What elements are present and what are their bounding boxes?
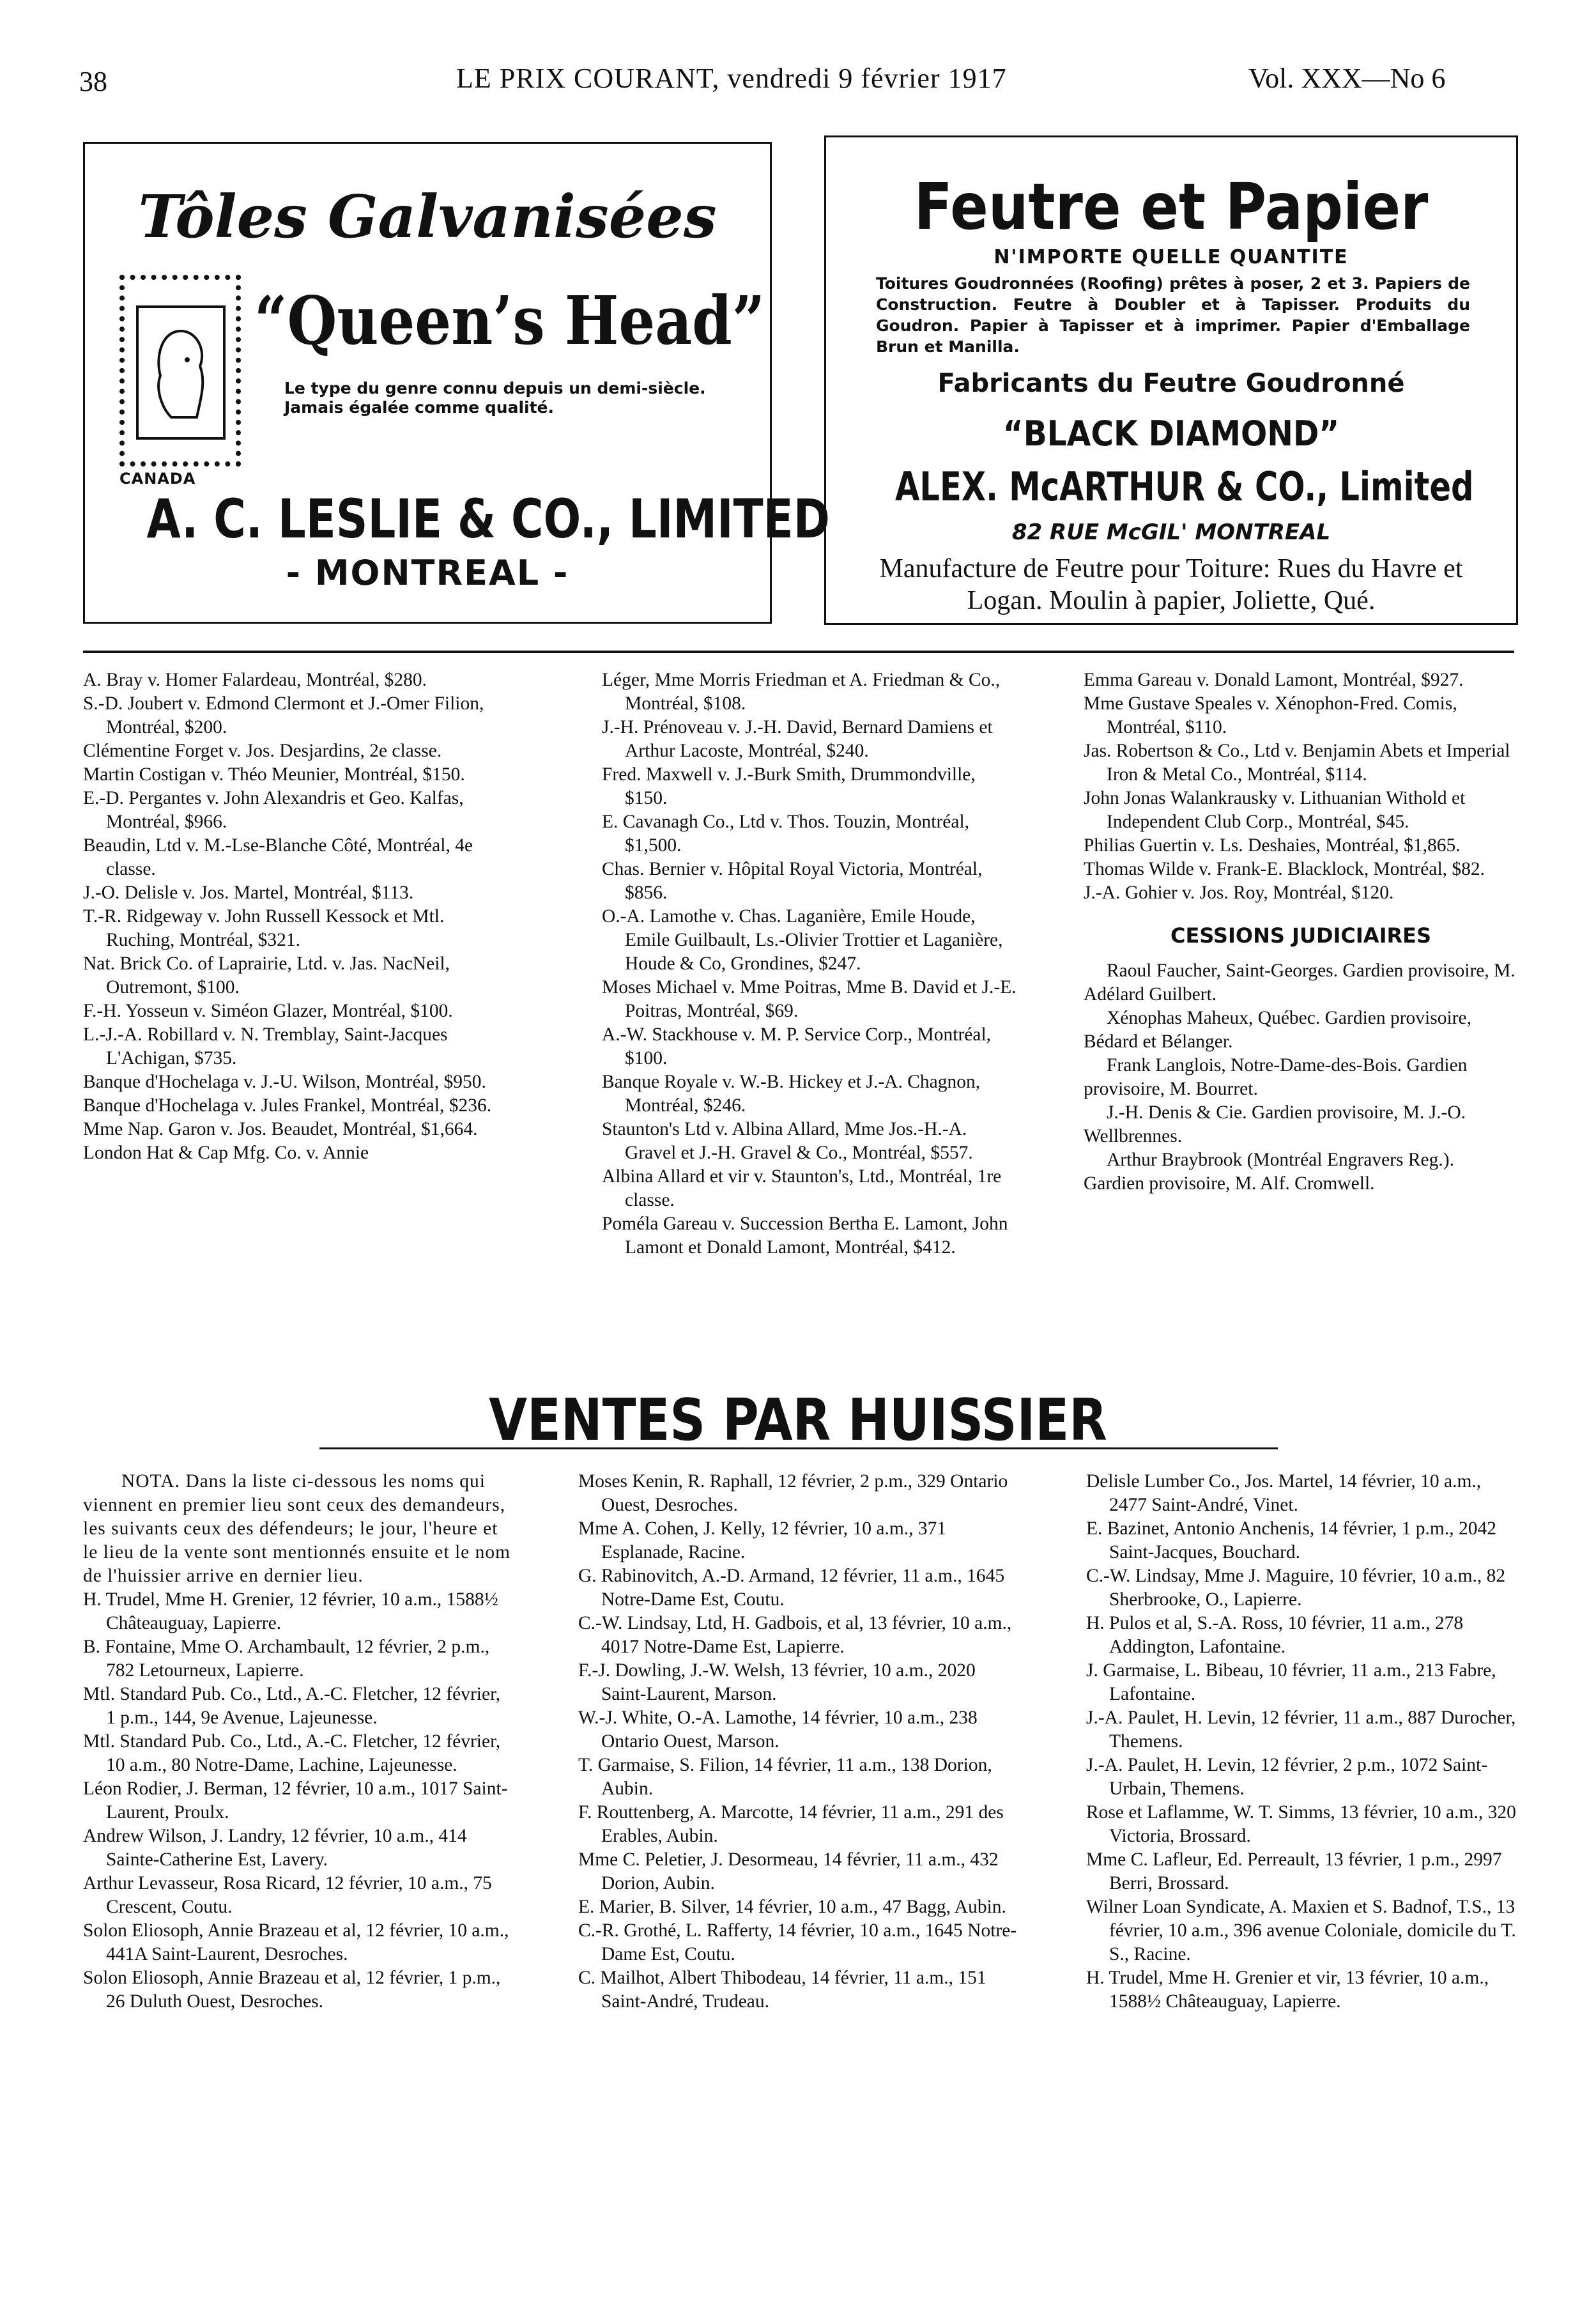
brand-name: “Queen’s Head” bbox=[254, 281, 765, 360]
list-item: Thomas Wilde v. Frank-E. Blacklock, Montréal, $82. bbox=[1084, 859, 1485, 879]
advert-product: “BLACK DIAMOND” bbox=[1002, 413, 1340, 454]
section-heading: CESSIONS JUDICIAIRES bbox=[1170, 923, 1432, 948]
list-item: C. Mailhot, Albert Thibodeau, 14 février, 11 a.m., 151 Saint-André, Trudeau. bbox=[578, 1968, 986, 2012]
list-item: Léon Rodier, J. Berman, 12 février, 10 a.m., 1017 Saint-Laurent, Proulx. bbox=[83, 1778, 508, 1823]
nota-paragraph: NOTA. Dans la liste ci-dessous les noms qui viennent en premier lieu sont ceux des demandeurs, les suivants ceux des défendeurs; le jour, l'heure et le lieu de la vente sont mentionnés ensuite et le nom de l'huissier arrive en dernier lieu. bbox=[83, 1471, 511, 1586]
volume-number: Vol. XXX—No 6 bbox=[1248, 63, 1446, 94]
list-item: Banque d'Hochelaga v. Jules Frankel, Montréal, $236. bbox=[83, 1095, 492, 1116]
list-item: Mme A. Cohen, J. Kelly, 12 février, 10 a.m., 371 Esplanade, Racine. bbox=[578, 1518, 947, 1562]
list-item: C.-R. Grothé, L. Rafferty, 14 février, 10 a.m., 1645 Notre-Dame Est, Coutu. bbox=[578, 1920, 1017, 1964]
list-item: J.-H. Prénoveau v. J.-H. David, Bernard Damiens et Arthur Lacoste, Montréal, $240. bbox=[602, 717, 993, 761]
list-item: Arthur Levasseur, Rosa Ricard, 12 février, 10 a.m., 75 Crescent, Coutu. bbox=[83, 1873, 492, 1917]
list-item: Solon Eliosoph, Annie Brazeau et al, 12 février, 1 p.m., 26 Duluth Ouest, Desroches. bbox=[83, 1968, 501, 2012]
advert-fabricants: Fabricants du Feutre Goudronné bbox=[937, 369, 1405, 398]
list-item: Banque d'Hochelaga v. J.-U. Wilson, Montréal, $950. bbox=[83, 1072, 486, 1092]
list-item: Rose et Laflamme, W. T. Simms, 13 février, 10 a.m., 320 Victoria, Brossard. bbox=[1086, 1802, 1516, 1846]
list-item: Clémentine Forget v. Jos. Desjardins, 2e classe. bbox=[83, 741, 442, 761]
list-item: Nat. Brick Co. of Laprairie, Ltd. v. Jas. NacNeil, Outremont, $100. bbox=[83, 953, 450, 998]
list-item: F.-H. Yosseun v. Siméon Glazer, Montréal, $100. bbox=[83, 1001, 453, 1021]
list-item: Moses Michael v. Mme Poitras, Mme B. David et J.-E. Poitras, Montréal, $69. bbox=[602, 977, 1017, 1021]
list-item: Banque Royale v. W.-B. Hickey et J.-A. Chagnon, Montréal, $246. bbox=[602, 1072, 981, 1116]
list-item: B. Fontaine, Mme O. Archambault, 12 février, 2 p.m., 782 Letourneux, Lapierre. bbox=[83, 1637, 490, 1681]
list-item: J.-H. Denis & Cie. Gardien provisoire, M. J.-O. Wellbrennes. bbox=[1084, 1102, 1466, 1146]
list-item: A.-W. Stackhouse v. M. P. Service Corp., Montréal, $100. bbox=[602, 1024, 992, 1068]
list-item: T. Garmaise, S. Filion, 14 février, 11 a.m., 138 Dorion, Aubin. bbox=[578, 1755, 992, 1799]
list-item: Jas. Robertson & Co., Ltd v. Benjamin Abets et Imperial Iron & Metal Co., Montréal, $114. bbox=[1084, 741, 1510, 785]
list-item: Mtl. Standard Pub. Co., Ltd., A.-C. Fletcher, 12 février, 10 a.m., 80 Notre-Dame, Lachine, Lajeunesse. bbox=[83, 1731, 501, 1775]
ventes-column-3 bbox=[1086, 1470, 1517, 2014]
list-item: Frank Langlois, Notre-Dame-des-Bois. Gardien provisoire, M. Bourret. bbox=[1084, 1055, 1468, 1099]
advert-body: Toitures Goudronnées (Roofing) prêtes à poser, 2 et 3. Papiers de Construction. Feutre à Doubler et à Tapisser. Produits du Goudron. Papier à Tapisser et à imprimer. Papier d'Emballage Brun et Manilla. bbox=[876, 274, 1470, 356]
list-item: Martin Costigan v. Théo Meunier, Montréal, $150. bbox=[83, 764, 465, 785]
list-item: F. Routtenberg, A. Marcotte, 14 février, 11 a.m., 291 des Erables, Aubin. bbox=[578, 1802, 1004, 1846]
list-item: J.-A. Paulet, H. Levin, 12 février, 11 a.m., 887 Durocher, Themens. bbox=[1086, 1708, 1516, 1752]
advert-title: Tôles Galvanisées bbox=[138, 182, 717, 251]
list-item: J.-A. Paulet, H. Levin, 12 février, 2 p.m., 1072 Saint-Urbain, Themens. bbox=[1086, 1755, 1488, 1799]
list-item: Raoul Faucher, Saint-Georges. Gardien provisoire, M. Adélard Guilbert. bbox=[1084, 960, 1515, 1005]
list-item: H. Trudel, Mme H. Grenier, 12 février, 10 a.m., 1588½ Châteauguay, Lapierre. bbox=[83, 1589, 498, 1633]
advert-title: Feutre et Papier bbox=[914, 169, 1429, 244]
page-header bbox=[79, 59, 1485, 110]
list-item: Philias Guertin v. Ls. Deshaies, Montréal, $1,865. bbox=[1084, 835, 1461, 856]
list-item: A. Bray v. Homer Falardeau, Montréal, $280. bbox=[83, 670, 427, 690]
list-item: W.-J. White, O.-A. Lamothe, 14 février, 10 a.m., 238 Ontario Ouest, Marson. bbox=[578, 1708, 978, 1752]
list-item: Delisle Lumber Co., Jos. Martel, 14 février, 10 a.m., 2477 Saint-André, Vinet. bbox=[1086, 1471, 1482, 1515]
list-item: Mme Gustave Speales v. Xénophon-Fred. Comis, Montréal, $110. bbox=[1084, 693, 1457, 737]
divider bbox=[83, 651, 1514, 653]
list-item: London Hat & Cap Mfg. Co. v. Annie bbox=[83, 1143, 369, 1163]
list-item: J. Garmaise, L. Bibeau, 10 février, 11 a.m., 213 Fabre, Lafontaine. bbox=[1086, 1660, 1496, 1704]
list-item: Mme C. Peletier, J. Desormeau, 14 février, 11 a.m., 432 Dorion, Aubin. bbox=[578, 1849, 999, 1893]
list-item: Andrew Wilson, J. Landry, 12 février, 10 a.m., 414 Sainte-Catherine Est, Lavery. bbox=[83, 1826, 467, 1870]
list-item: H. Trudel, Mme H. Grenier et vir, 13 février, 10 a.m., 1588½ Châteauguay, Lapierre. bbox=[1086, 1968, 1489, 2012]
list-item: Poméla Gareau v. Succession Bertha E. Lamont, John Lamont et Donald Lamont, Montréal, $412. bbox=[602, 1214, 1008, 1258]
list-item: G. Rabinovitch, A.-D. Armand, 12 février, 11 a.m., 1645 Notre-Dame Est, Coutu. bbox=[578, 1566, 1005, 1610]
list-item: O.-A. Lamothe v. Chas. Laganière, Emile Houde, Emile Guilbault, Ls.-Olivier Trottier et Laganière, Houde & Co, Grondines, $247. bbox=[602, 906, 1003, 974]
list-item: Fred. Maxwell v. J.-Burk Smith, Drummondville, $150. bbox=[602, 764, 976, 808]
queens-head-stamp-icon bbox=[119, 275, 241, 467]
list-item: C.-W. Lindsay, Ltd, H. Gadbois, et al, 13 février, 10 a.m., 4017 Notre-Dame Est, Lapierre. bbox=[578, 1613, 1012, 1657]
company-city: - MONTREAL - bbox=[286, 553, 569, 593]
list-item: Beaudin, Ltd v. M.-Lse-Blanche Côté, Montréal, 4e classe. bbox=[83, 835, 473, 879]
publication-line: LE PRIX COURANT, vendredi 9 février 1917 bbox=[456, 63, 1007, 94]
list-item: Léger, Mme Morris Friedman et A. Friedman & Co., Montréal, $108. bbox=[602, 670, 1001, 714]
ventes-column-2 bbox=[578, 1470, 1019, 2014]
list-item: T.-R. Ridgeway v. John Russell Kessock et Mtl. Ruching, Montréal, $321. bbox=[83, 906, 445, 950]
judgements-column-1 bbox=[83, 668, 511, 1165]
advert-tagline: Le type du genre connu depuis un demi-siècle. Jamais égalée comme qualité. bbox=[284, 379, 706, 417]
list-item: E. Marier, B. Silver, 14 février, 10 a.m., 47 Bagg, Aubin. bbox=[578, 1897, 1006, 1917]
list-item: F.-J. Dowling, J.-W. Welsh, 13 février, 10 a.m., 2020 Saint-Laurent, Marson. bbox=[578, 1660, 976, 1704]
list-item: Xénophas Maheux, Québec. Gardien provisoire, Bédard et Bélanger. bbox=[1084, 1008, 1471, 1052]
list-item: Mme Nap. Garon v. Jos. Beaudet, Montréal, $1,664. bbox=[83, 1119, 478, 1139]
list-item: John Jonas Walankrausky v. Lithuanian Withold et Independent Club Corp., Montréal, $45. bbox=[1084, 788, 1466, 832]
list-item: E. Bazinet, Antonio Anchenis, 14 février, 1 p.m., 2042 Saint-Jacques, Bouchard. bbox=[1086, 1518, 1496, 1562]
section-heading: VENTES PAR HUISSIER bbox=[489, 1387, 1107, 1454]
list-item: Wilner Loan Syndicate, A. Maxien et S. Badnof, T.S., 13 février, 10 a.m., 396 avenue Coloniale, domicile du T. S., Racine. bbox=[1086, 1897, 1516, 1964]
list-item: Arthur Braybrook (Montréal Engravers Reg.). Gardien provisoire, M. Alf. Cromwell. bbox=[1084, 1150, 1454, 1194]
company-name: A. C. LESLIE & CO., LIMITED bbox=[146, 488, 830, 550]
list-item: E.-D. Pergantes v. John Alexandris et Geo. Kalfas, Montréal, $966. bbox=[83, 788, 464, 832]
list-item: S.-D. Joubert v. Edmond Clermont et J.-Omer Filion, Montréal, $200. bbox=[83, 693, 484, 737]
list-item: E. Cavanagh Co., Ltd v. Thos. Touzin, Montréal, $1,500. bbox=[602, 812, 970, 856]
advert-manufacture: Manufacture de Feutre pour Toiture: Rues du Havre et Logan. Moulin à papier, Joliette, Qué. bbox=[879, 554, 1463, 615]
list-item: Staunton's Ltd v. Albina Allard, Mme Jos.-H.-A. Gravel et J.-H. Gravel & Co., Montréal, $557. bbox=[602, 1119, 973, 1163]
stamp-label: CANADA bbox=[119, 470, 196, 488]
divider bbox=[319, 1447, 1278, 1449]
list-item: Mtl. Standard Pub. Co., Ltd., A.-C. Fletcher, 12 février, 1 p.m., 144, 9e Avenue, Lajeunesse. bbox=[83, 1684, 501, 1728]
list-item: Mme C. Lafleur, Ed. Perreault, 13 février, 1 p.m., 2997 Berri, Brossard. bbox=[1086, 1849, 1502, 1893]
list-item: Solon Eliosoph, Annie Brazeau et al, 12 février, 10 a.m., 441A Saint-Laurent, Desroches. bbox=[83, 1920, 509, 1964]
list-item: Emma Gareau v. Donald Lamont, Montréal, $927. bbox=[1084, 670, 1464, 690]
company-name: ALEX. McARTHUR & CO., Limited bbox=[895, 463, 1474, 510]
company-address: 82 RUE McGIL' MONTREAL bbox=[1011, 520, 1331, 545]
list-item: H. Pulos et al, S.-A. Ross, 10 février, 11 a.m., 278 Addington, Lafontaine. bbox=[1086, 1613, 1464, 1657]
advert-leslie bbox=[83, 142, 830, 624]
advert-subtitle: N'IMPORTE QUELLE QUANTITE bbox=[994, 246, 1349, 268]
list-item: Moses Kenin, R. Raphall, 12 février, 2 p.m., 329 Ontario Ouest, Desroches. bbox=[578, 1471, 1008, 1515]
page-number: 38 bbox=[79, 66, 107, 97]
advert-mcarthur bbox=[824, 135, 1518, 625]
ventes-column-1 bbox=[83, 1470, 511, 2014]
list-item: J.-O. Delisle v. Jos. Martel, Montréal, $113. bbox=[83, 883, 414, 903]
list-item: Albina Allard et vir v. Staunton's, Ltd., Montréal, 1re classe. bbox=[602, 1166, 1002, 1210]
judgements-column-2 bbox=[602, 668, 1017, 1260]
judgements-column-3 bbox=[1084, 668, 1518, 1196]
list-item: C.-W. Lindsay, Mme J. Maguire, 10 février, 10 a.m., 82 Sherbrooke, O., Lapierre. bbox=[1086, 1566, 1506, 1610]
list-item: L.-J.-A. Robillard v. N. Tremblay, Saint-Jacques L'Achigan, $735. bbox=[83, 1024, 448, 1068]
list-item: J.-A. Gohier v. Jos. Roy, Montréal, $120. bbox=[1084, 883, 1394, 903]
list-item: Chas. Bernier v. Hôpital Royal Victoria, Montréal, $856. bbox=[602, 859, 983, 903]
